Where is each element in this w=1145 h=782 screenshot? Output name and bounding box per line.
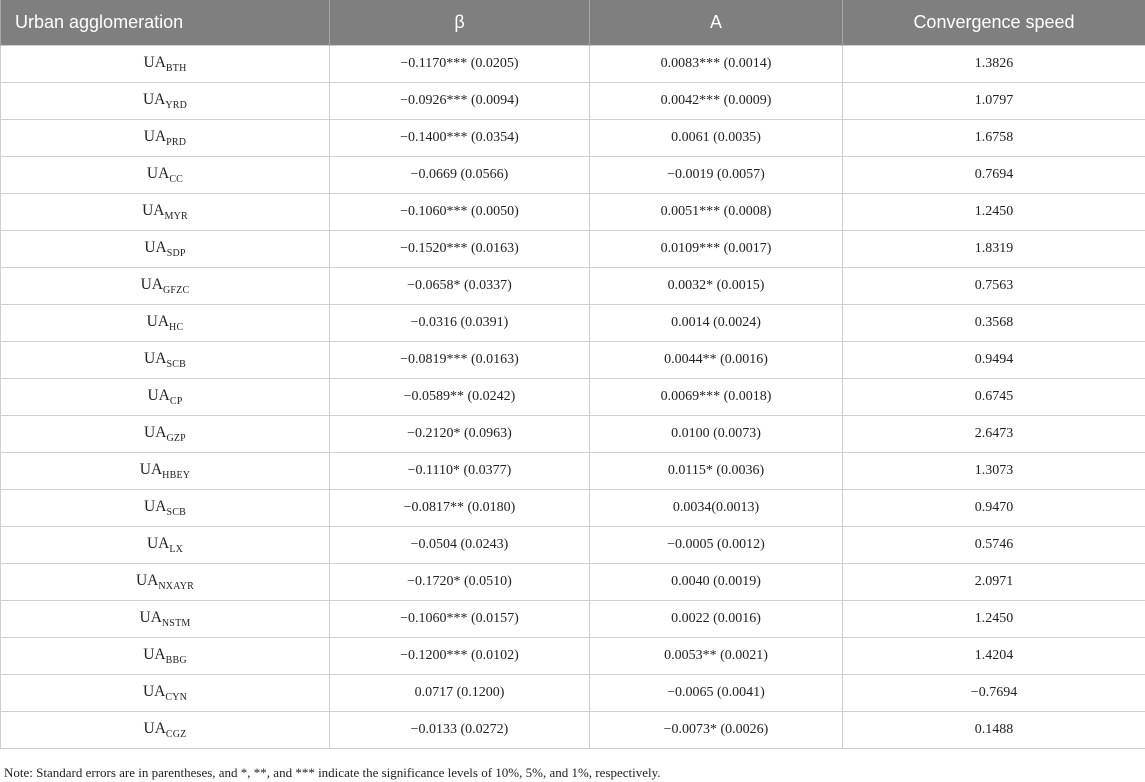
convergence-speed-cell: 0.7694 <box>843 157 1145 194</box>
beta-cell: −0.0817** (0.0180) <box>330 490 590 527</box>
beta-cell: −0.1060*** (0.0157) <box>330 601 590 638</box>
table-row <box>1 268 1145 305</box>
ua-label: UA <box>146 313 170 330</box>
ua-label: UA <box>144 498 167 515</box>
convergence-speed-cell: 1.3073 <box>843 453 1145 490</box>
urban-agglomeration-cell <box>1 453 330 490</box>
a-cell: 0.0022 (0.0016) <box>590 601 843 638</box>
convergence-speed-cell: 0.7563 <box>843 268 1145 305</box>
beta-cell: −0.1200*** (0.0102) <box>330 638 590 675</box>
ua-subscript: HC <box>169 322 184 333</box>
ua-subscript: BBG <box>165 655 187 666</box>
urban-agglomeration-cell <box>1 379 330 416</box>
table-row <box>1 416 1145 453</box>
ua-subscript: HBEY <box>162 470 191 481</box>
urban-agglomeration-cell <box>1 564 330 601</box>
a-cell: 0.0053** (0.0021) <box>590 638 843 675</box>
ua-label: UA <box>135 572 159 589</box>
ua-label: UA <box>142 202 165 219</box>
ua-subscript: SCB <box>166 507 186 518</box>
beta-cell: −0.1170*** (0.0205) <box>330 46 590 83</box>
beta-cell: −0.0589** (0.0242) <box>330 379 590 416</box>
table-header-row <box>1 0 1145 46</box>
a-cell: −0.0019 (0.0057) <box>590 157 843 194</box>
ua-subscript: YRD <box>165 100 188 111</box>
table-row <box>1 675 1145 712</box>
convergence-speed-cell: 0.9494 <box>843 342 1145 379</box>
table-row <box>1 231 1145 268</box>
beta-cell: −0.1520*** (0.0163) <box>330 231 590 268</box>
beta-cell: −0.1400*** (0.0354) <box>330 120 590 157</box>
ua-subscript: CYN <box>165 692 188 703</box>
ua-label: UA <box>144 350 167 367</box>
a-cell: 0.0044** (0.0016) <box>590 342 843 379</box>
ua-subscript: GZP <box>166 433 186 444</box>
ua-label: UA <box>146 165 170 182</box>
table-row <box>1 601 1145 638</box>
urban-agglomeration-cell <box>1 675 330 712</box>
a-cell: 0.0042*** (0.0009) <box>590 83 843 120</box>
table-row <box>1 638 1145 675</box>
table-row <box>1 527 1145 564</box>
convergence-speed-cell: 0.9470 <box>843 490 1145 527</box>
a-cell: 0.0014 (0.0024) <box>590 305 843 342</box>
beta-cell: −0.0669 (0.0566) <box>330 157 590 194</box>
a-cell: 0.0083*** (0.0014) <box>590 46 843 83</box>
convergence-speed-cell: 0.1488 <box>843 712 1145 749</box>
beta-cell: −0.0316 (0.0391) <box>330 305 590 342</box>
table-row <box>1 490 1145 527</box>
table-body <box>1 46 1145 749</box>
ua-label: UA <box>146 535 170 552</box>
ua-subscript: BTH <box>165 63 187 74</box>
table-row <box>1 120 1145 157</box>
a-cell: −0.0005 (0.0012) <box>590 527 843 564</box>
a-cell: 0.0061 (0.0035) <box>590 120 843 157</box>
a-cell: −0.0065 (0.0041) <box>590 675 843 712</box>
ua-label: UA <box>143 720 166 737</box>
convergence-speed-cell: 1.8319 <box>843 231 1145 268</box>
ua-label: UA <box>142 91 166 108</box>
table-row <box>1 83 1145 120</box>
a-cell: 0.0032* (0.0015) <box>590 268 843 305</box>
ua-label: UA <box>147 387 170 404</box>
table-row <box>1 157 1145 194</box>
convergence-speed-cell: 0.6745 <box>843 379 1145 416</box>
ua-label: UA <box>144 424 167 441</box>
beta-cell: −0.0819*** (0.0163) <box>330 342 590 379</box>
a-cell: 0.0034(0.0013) <box>590 490 843 527</box>
beta-cell: 0.0717 (0.1200) <box>330 675 590 712</box>
a-cell: 0.0069*** (0.0018) <box>590 379 843 416</box>
urban-agglomeration-cell <box>1 712 330 749</box>
header-beta: β <box>330 0 590 46</box>
ua-subscript: SDP <box>166 248 186 259</box>
ua-label: UA <box>143 128 167 145</box>
urban-agglomeration-cell <box>1 601 330 638</box>
convergence-speed-cell: 0.5746 <box>843 527 1145 564</box>
ua-subscript: NSTM <box>161 618 191 629</box>
urban-agglomeration-cell <box>1 416 330 453</box>
table-row <box>1 305 1145 342</box>
a-cell: −0.0073* (0.0026) <box>590 712 843 749</box>
ua-subscript: SCB <box>166 359 186 370</box>
ua-label: UA <box>143 54 166 71</box>
urban-agglomeration-cell <box>1 268 330 305</box>
ua-subscript: GFZC <box>163 285 190 296</box>
a-cell: 0.0115* (0.0036) <box>590 453 843 490</box>
urban-agglomeration-cell <box>1 305 330 342</box>
urban-agglomeration-cell <box>1 231 330 268</box>
convergence-speed-cell: 1.6758 <box>843 120 1145 157</box>
urban-agglomeration-cell <box>1 83 330 120</box>
table-row <box>1 712 1145 749</box>
ua-label: UA <box>139 461 163 478</box>
convergence-speed-cell: 1.4204 <box>843 638 1145 675</box>
ua-subscript: LX <box>169 544 184 555</box>
convergence-speed-cell: 2.6473 <box>843 416 1145 453</box>
ua-subscript: MYR <box>164 211 188 222</box>
urban-agglomeration-cell <box>1 342 330 379</box>
header-a: A <box>590 0 843 46</box>
convergence-speed-cell: −0.7694 <box>843 675 1145 712</box>
ua-subscript: CP <box>169 396 183 407</box>
urban-agglomeration-cell <box>1 638 330 675</box>
ua-subscript: PRD <box>166 137 187 148</box>
a-cell: 0.0100 (0.0073) <box>590 416 843 453</box>
table-row <box>1 46 1145 83</box>
beta-cell: −0.1060*** (0.0050) <box>330 194 590 231</box>
header-convergence-speed: Convergence speed <box>843 0 1145 46</box>
ua-label: UA <box>142 683 166 700</box>
ua-subscript: NXAYR <box>158 581 195 592</box>
ua-label: UA <box>139 609 162 626</box>
beta-cell: −0.0926*** (0.0094) <box>330 83 590 120</box>
ua-label: UA <box>140 276 163 293</box>
a-cell: 0.0109*** (0.0017) <box>590 231 843 268</box>
beta-cell: −0.1110* (0.0377) <box>330 453 590 490</box>
urban-agglomeration-cell <box>1 120 330 157</box>
ua-label: UA <box>143 646 166 663</box>
beta-cell: −0.1720* (0.0510) <box>330 564 590 601</box>
table-note: Note: Standard errors are in parentheses, and *, **, and *** indicate the significance levels of 10%, 5%, and 1%, respectively. <box>4 765 661 780</box>
table-row <box>1 342 1145 379</box>
convergence-speed-cell: 1.2450 <box>843 601 1145 638</box>
urban-agglomeration-cell <box>1 46 330 83</box>
header-urban-agglomeration: Urban agglomeration <box>1 0 330 46</box>
ua-subscript: CGZ <box>165 729 187 740</box>
convergence-speed-cell: 0.3568 <box>843 305 1145 342</box>
table-row <box>1 194 1145 231</box>
convergence-speed-cell: 1.0797 <box>843 83 1145 120</box>
table-row <box>1 379 1145 416</box>
a-cell: 0.0051*** (0.0008) <box>590 194 843 231</box>
ua-label: UA <box>144 239 167 256</box>
beta-cell: −0.2120* (0.0963) <box>330 416 590 453</box>
urban-agglomeration-cell <box>1 490 330 527</box>
a-cell: 0.0040 (0.0019) <box>590 564 843 601</box>
urban-agglomeration-cell <box>1 194 330 231</box>
beta-cell: −0.0504 (0.0243) <box>330 527 590 564</box>
table-row <box>1 564 1145 601</box>
beta-cell: −0.0133 (0.0272) <box>330 712 590 749</box>
table-row <box>1 453 1145 490</box>
convergence-speed-cell: 1.2450 <box>843 194 1145 231</box>
urban-agglomeration-cell <box>1 527 330 564</box>
urban-agglomeration-cell <box>1 157 330 194</box>
convergence-speed-cell: 2.0971 <box>843 564 1145 601</box>
convergence-speed-cell: 1.3826 <box>843 46 1145 83</box>
beta-cell: −0.0658* (0.0337) <box>330 268 590 305</box>
ua-subscript: CC <box>169 174 184 185</box>
